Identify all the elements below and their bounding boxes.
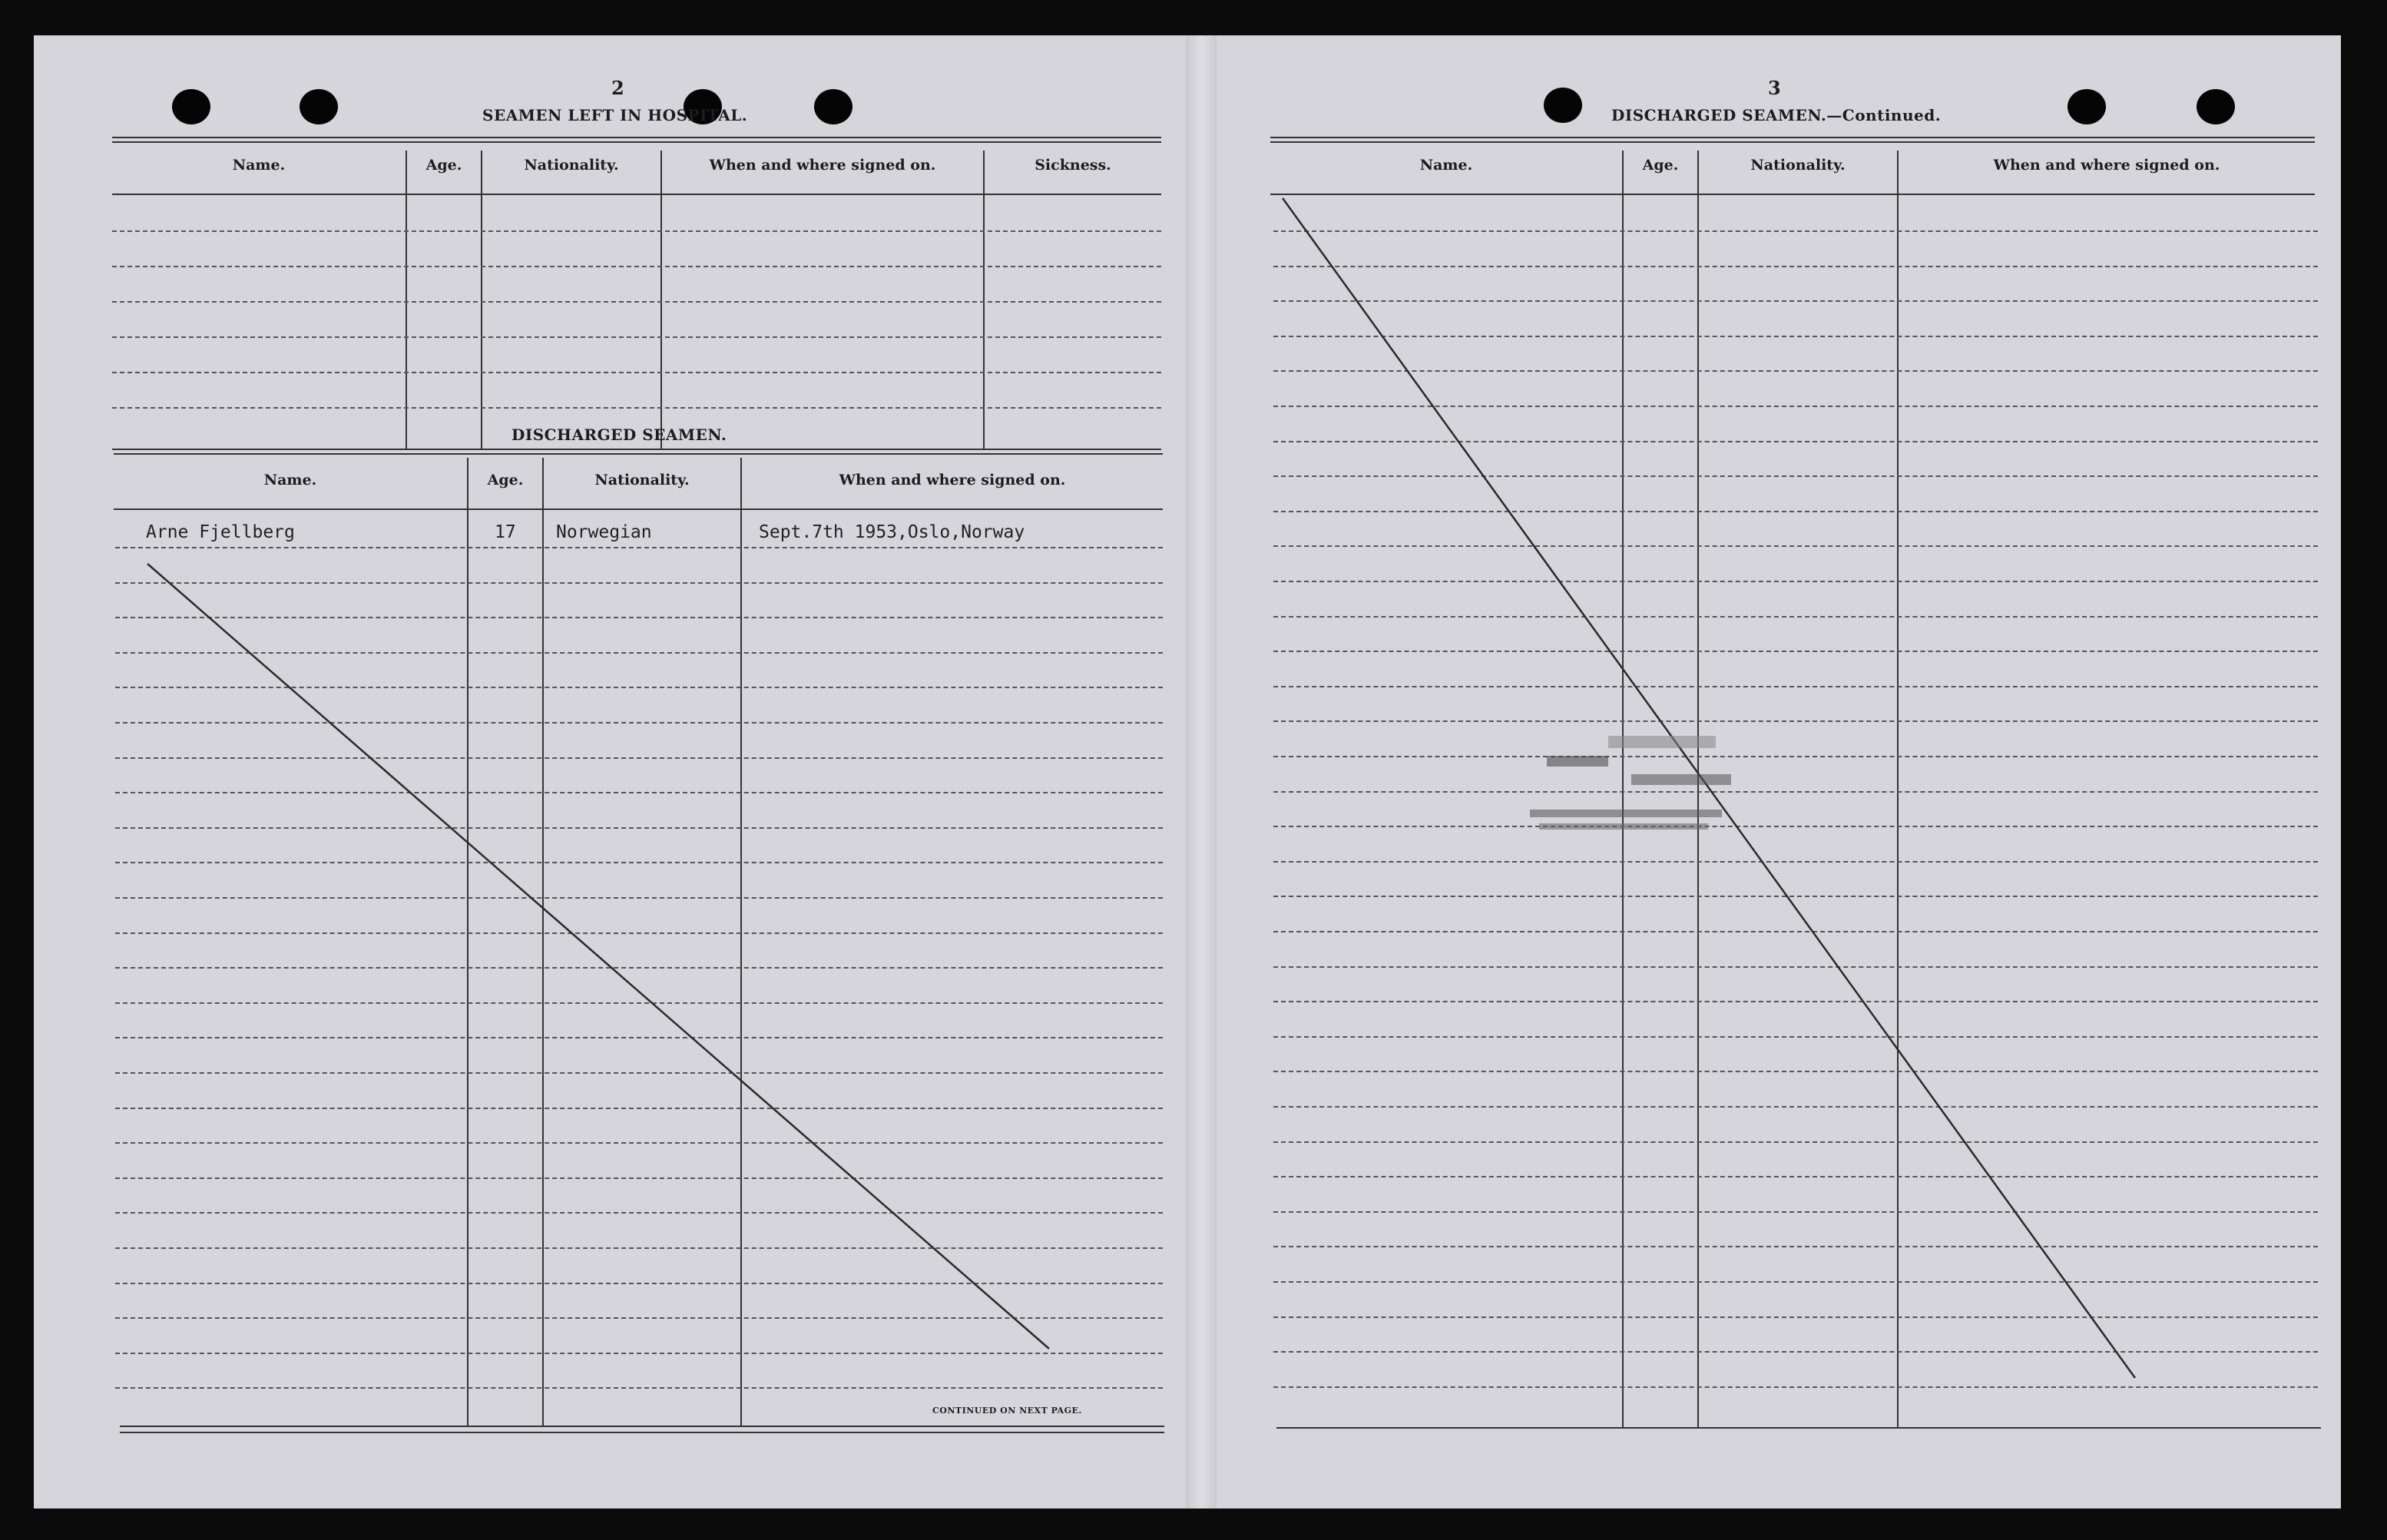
discharged-section-title: DISCHARGED SEAMEN. [512,426,727,444]
column-header: Age. [1642,157,1679,174]
column-header: Sickness. [1035,157,1111,174]
strike-line [147,564,1049,1349]
column-header: Age. [487,472,524,488]
page-number: 3 [1768,77,1781,99]
seaman-nationality: Norwegian [556,522,652,542]
column-header: When and where signed on. [709,157,936,174]
seaman-name: Arne Fjellberg [146,522,295,542]
column-header: Nationality. [594,472,690,488]
column-header: Nationality. [1750,157,1846,174]
faint-stamp [1530,736,1731,830]
column-header: Name. [263,472,317,488]
page-number: 2 [611,77,624,99]
column-header: Name. [1419,157,1473,174]
continued-note: CONTINUED ON NEXT PAGE. [932,1406,1082,1416]
hospital-section-title: SEAMEN LEFT IN HOSPITAL. [482,106,748,124]
column-header: Name. [232,157,286,174]
strike-line [1283,198,2135,1378]
column-header: Nationality. [524,157,619,174]
right-section-title: DISCHARGED SEAMEN.—Continued. [1611,106,1942,124]
column-header: When and where signed on. [1993,157,2220,174]
seaman-age: 17 [495,522,516,542]
strike-overlay [34,35,2341,1509]
manifest-sheet [34,35,2341,1509]
seaman-signed-on: Sept.7th 1953,Oslo,Norway [759,522,1025,542]
column-header: Age. [425,157,462,174]
column-header: When and where signed on. [839,472,1066,488]
